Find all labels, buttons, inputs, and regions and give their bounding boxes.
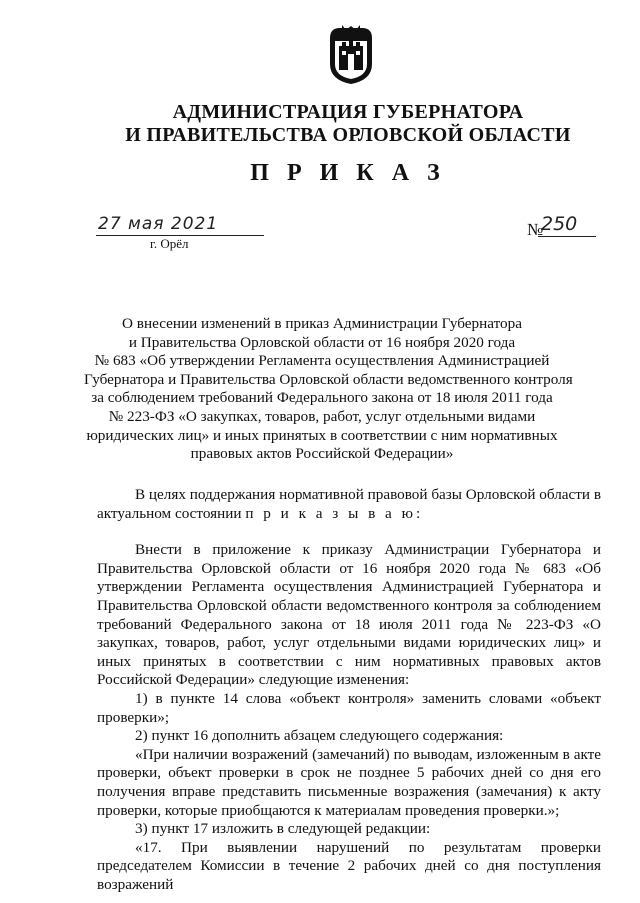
title-line: и Правительства Орловской области от 16 ноября 2020 года (128, 333, 516, 351)
quoted-paragraph-1: «При наличии возражений (замечаний) по выводам, изложенным в акте проверки, объект проверки в срок не позднее 5 рабочих дней со дня его получения вправе представить письменные возражения (замечания) к акту проверки, которые приобщаются к материалам проведения проверки.»; (97, 745, 601, 819)
title-line: Губернатора и Правительства Орловской области ведомственного контроля (84, 370, 573, 388)
document-type: П Р И К А З (250, 160, 446, 186)
title-line: за соблюдением требований Федерального закона от 18 июля 2011 года (91, 389, 553, 407)
document-body (97, 486, 601, 894)
title-line: № 223-ФЗ «О закупках, товаров, работ, услуг отдельными видами (108, 407, 536, 425)
order-word: п р и к а з ы в а ю: (245, 504, 424, 522)
list-item-1: 1) в пункте 14 слова «объект контроля» заменить словами «объект проверки»; (97, 689, 601, 726)
title-line: № 683 «Об утверждении Регламента осуществления Администрацией (94, 352, 550, 370)
city-label: г. Орёл (150, 236, 189, 251)
title-line: правовых актов Российской Федерации» (190, 445, 454, 463)
title-line: юридических лиц» и иных принятых в соответствии с ним нормативных (86, 426, 558, 444)
document-number: 250 (541, 213, 578, 235)
coat-of-arms-icon (326, 24, 376, 86)
list-item-2: 2) пункт 16 дополнить абзацем следующего содержания: (135, 727, 504, 745)
quoted-paragraph-2: «17. При выявлении нарушений по результатам проверки председателем Комиссии в течение 2 рабочих дней со дня поступления возражений (97, 838, 601, 893)
document-date: 27 мая 2021 (98, 214, 219, 234)
number-underline (538, 236, 596, 237)
preamble-paragraph (97, 486, 601, 523)
number-label: № (527, 220, 544, 239)
org-name-line2: И ПРАВИТЕЛЬСТВА ОРЛОВСКОЙ ОБЛАСТИ (125, 124, 571, 146)
org-name-line1: АДМИНИСТРАЦИЯ ГУБЕРНАТОРА (172, 101, 524, 123)
preamble-text: В целях поддержания нормативной правовой базы Орловской области в актуальном состоянии (97, 486, 602, 522)
list-item-3: 3) пункт 17 изложить в следующей редакции: (135, 820, 431, 838)
title-line: О внесении изменений в приказ Администрации Губернатора (122, 315, 522, 332)
main-paragraph: Внести в приложение к приказу Администрации Губернатора и Правительства Орловской области от 16 ноября 2020 года № 683 «Об утверждении Регламента осуществления Администрацией Губернатора и Правительства Орловской области ведомственного контроля за соблюдением требований Федерального закона от 18 июля 2011 года № 223-ФЗ «О закупках, товаров, работ, услуг отдельными видами юридических лиц» и иных принятых в соответствии с ним нормативных правовых актов Российской Федерации» следующие изменения: (97, 541, 601, 689)
document-title (84, 315, 573, 464)
